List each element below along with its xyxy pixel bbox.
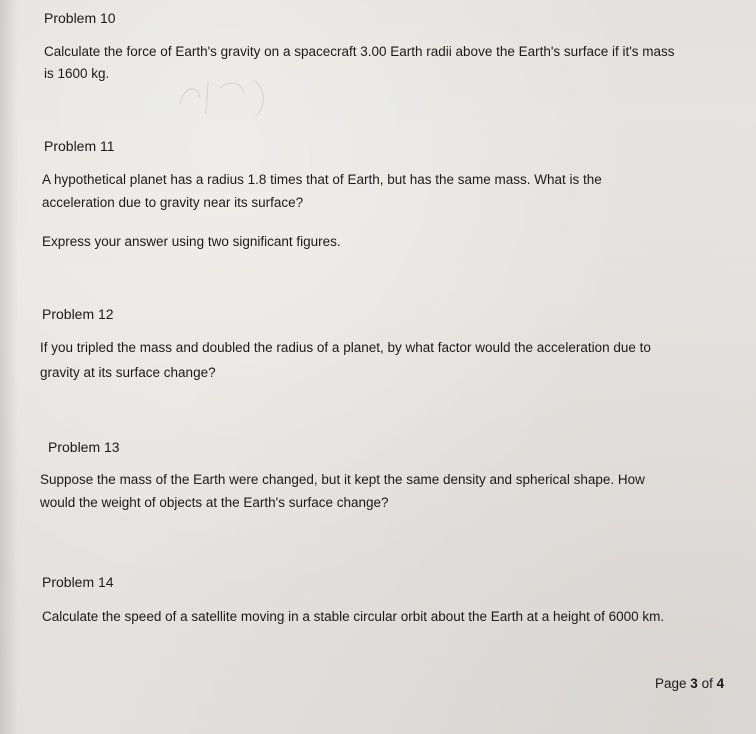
problem-11-instruction: Express your answer using two significant figures.	[42, 234, 341, 249]
problem-11-text-line-1: A hypothetical planet has a radius 1.8 times that of Earth, but has the same mass. What is the	[42, 172, 602, 187]
problem-13-text-line-1: Suppose the mass of the Earth were changed, but it kept the same density and spherical shape. How	[40, 472, 645, 487]
faint-pencil-marks	[170, 74, 280, 118]
problem-14-text-line-1: Calculate the speed of a satellite moving in a stable circular orbit about the Earth at a height of 6000 km.	[42, 609, 665, 624]
problem-10-heading: Problem 10	[44, 10, 116, 26]
problem-12-text-line-2: gravity at its surface change?	[40, 365, 216, 380]
problem-10-text-line-1: Calculate the force of Earth's gravity on a spacecraft 3.00 Earth radii above the Earth's surface if it's mass	[44, 44, 675, 59]
of-word: of	[701, 676, 713, 691]
page-word: Page	[655, 676, 687, 691]
problem-12-heading: Problem 12	[42, 306, 114, 322]
problem-10-text-line-2: is 1600 kg.	[44, 66, 110, 81]
page-number-footer	[655, 675, 724, 693]
page-edge-shadow	[0, 0, 18, 734]
problem-14-heading: Problem 14	[42, 574, 114, 590]
problem-12-text-line-1: If you tripled the mass and doubled the radius of a planet, by what factor would the acceleration due to	[40, 340, 651, 355]
problem-11-heading: Problem 11	[44, 138, 115, 154]
problem-11-text-line-2: acceleration due to gravity near its surface?	[42, 195, 304, 210]
current-page-number: 3	[690, 676, 698, 691]
problem-13-heading: Problem 13	[48, 439, 120, 455]
problem-13-text-line-2: would the weight of objects at the Earth's surface change?	[40, 495, 389, 510]
total-page-count: 4	[716, 676, 725, 691]
